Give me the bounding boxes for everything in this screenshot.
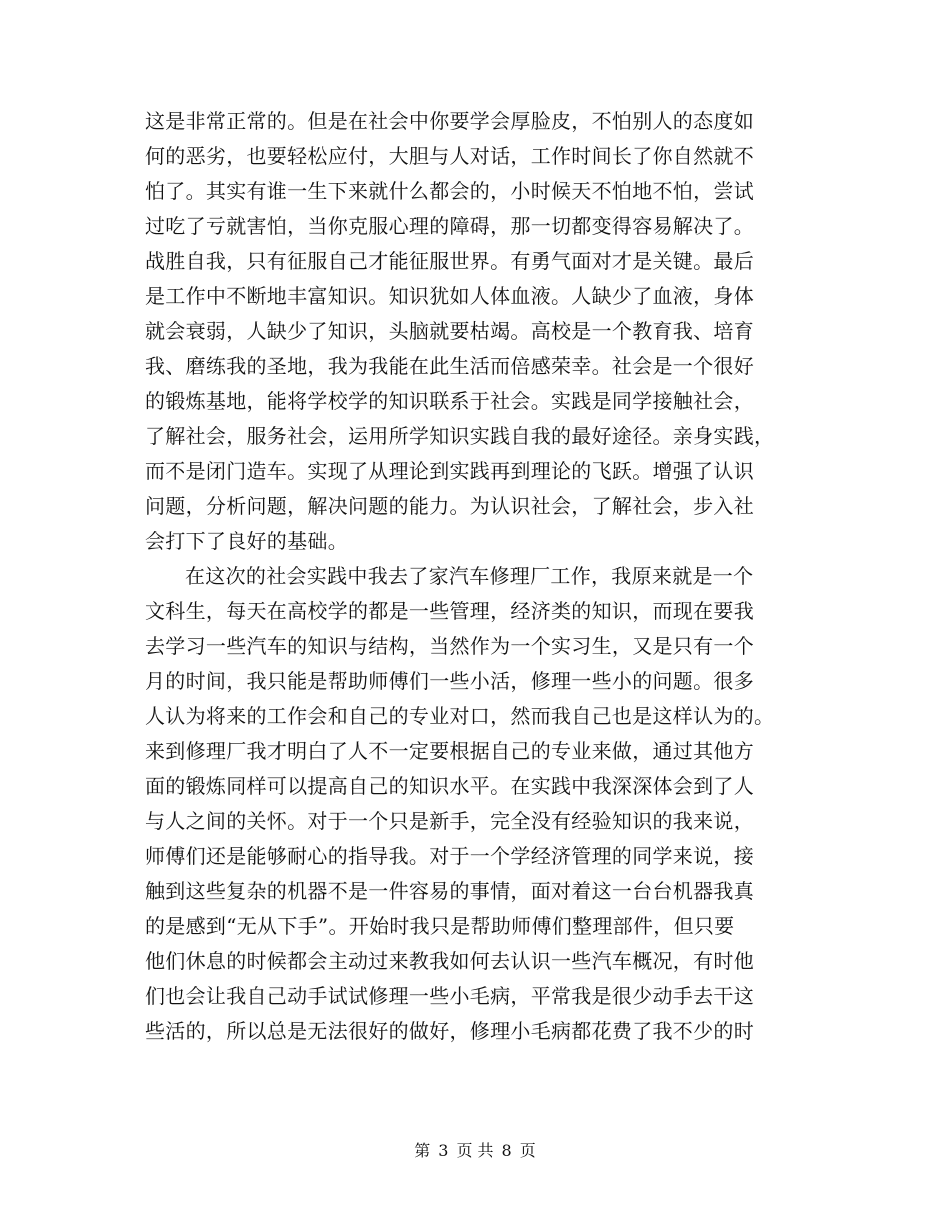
paragraph-start-line: 在这次的社会实践中我去了家汽车修理厂工作，我原来就是一个: [185, 564, 754, 588]
text-line: 了解社会，服务社会，运用所学知识实践自我的最好途径。亲身实践，: [145, 424, 775, 448]
text-line: 人认为将来的工作会和自己的专业对口，然而我自己也是这样认为的。: [145, 704, 775, 728]
footer-middle: 页 共: [456, 1141, 494, 1160]
text-line: 他们休息的时候都会主动过来教我如何去认识一些汽车概况，有时他: [145, 949, 754, 973]
text-line: 过吃了亏就害怕，当你克服心理的障碍，那一切都变得容易解决了。: [145, 214, 754, 238]
body-text: [145, 104, 825, 1049]
footer-total-pages: 8: [501, 1141, 512, 1160]
text-line: 与人之间的关怀。对于一个只是新手，完全没有经验知识的我来说，: [145, 809, 754, 833]
text-line: 就会衰弱，人缺少了知识，头脑就要枯竭。高校是一个教育我、培育: [145, 319, 754, 343]
page-footer: [0, 1140, 950, 1162]
footer-page-number: 3: [438, 1141, 449, 1160]
footer-suffix: 页: [519, 1141, 536, 1160]
text-line: 的是感到“无从下手”。开始时我只是帮助师傅们整理部件，但只要: [145, 914, 735, 938]
text-line: 来到修理厂我才明白了人不一定要根据自己的专业来做，通过其他方: [145, 739, 754, 763]
text-line: 触到这些复杂的机器不是一件容易的事情，面对着这一台台机器我真: [145, 879, 754, 903]
text-line: 师傅们还是能够耐心的指导我。对于一个学经济管理的同学来说，接: [145, 844, 754, 868]
text-line: 面的锻炼同样可以提高自己的知识水平。在实践中我深深体会到了人: [145, 774, 754, 798]
text-line: 而不是闭门造车。实现了从理论到实践再到理论的飞跃。增强了认识: [145, 459, 754, 483]
footer-prefix: 第: [414, 1141, 431, 1160]
text-line: 问题，分析问题，解决问题的能力。为认识社会，了解社会，步入社: [145, 494, 754, 518]
text-line: 文科生，每天在高校学的都是一些管理，经济类的知识，而现在要我: [145, 599, 754, 623]
text-line: 我、磨练我的圣地，我为我能在此生活而倍感荣幸。社会是一个很好: [145, 354, 754, 378]
text-line: 们也会让我自己动手试试修理一些小毛病，平常我是很少动手去干这: [145, 984, 754, 1008]
text-line: 些活的，所以总是无法很好的做好，修理小毛病都花费了我不少的时: [145, 1019, 754, 1043]
text-line: 会打下了良好的基础。: [145, 529, 348, 553]
text-line: 月的时间，我只能是帮助师傅们一些小活，修理一些小的问题。很多: [145, 669, 754, 693]
text-line: 怕了。其实有谁一生下来就什么都会的，小时候天不怕地不怕，尝试: [145, 179, 754, 203]
text-line: 这是非常正常的。但是在社会中你要学会厚脸皮，不怕别人的态度如: [145, 109, 754, 133]
text-line: 是工作中不断地丰富知识。知识犹如人体血液。人缺少了血液，身体: [145, 284, 754, 308]
text-line: 的锻炼基地，能将学校学的知识联系于社会。实践是同学接触社会，: [145, 389, 754, 413]
text-line: 何的恶劣，也要轻松应付，大胆与人对话，工作时间长了你自然就不: [145, 144, 754, 168]
text-line: 战胜自我，只有征服自己才能征服世界。有勇气面对才是关键。最后: [145, 249, 754, 273]
text-line: 去学习一些汽车的知识与结构，当然作为一个实习生，又是只有一个: [145, 634, 754, 658]
